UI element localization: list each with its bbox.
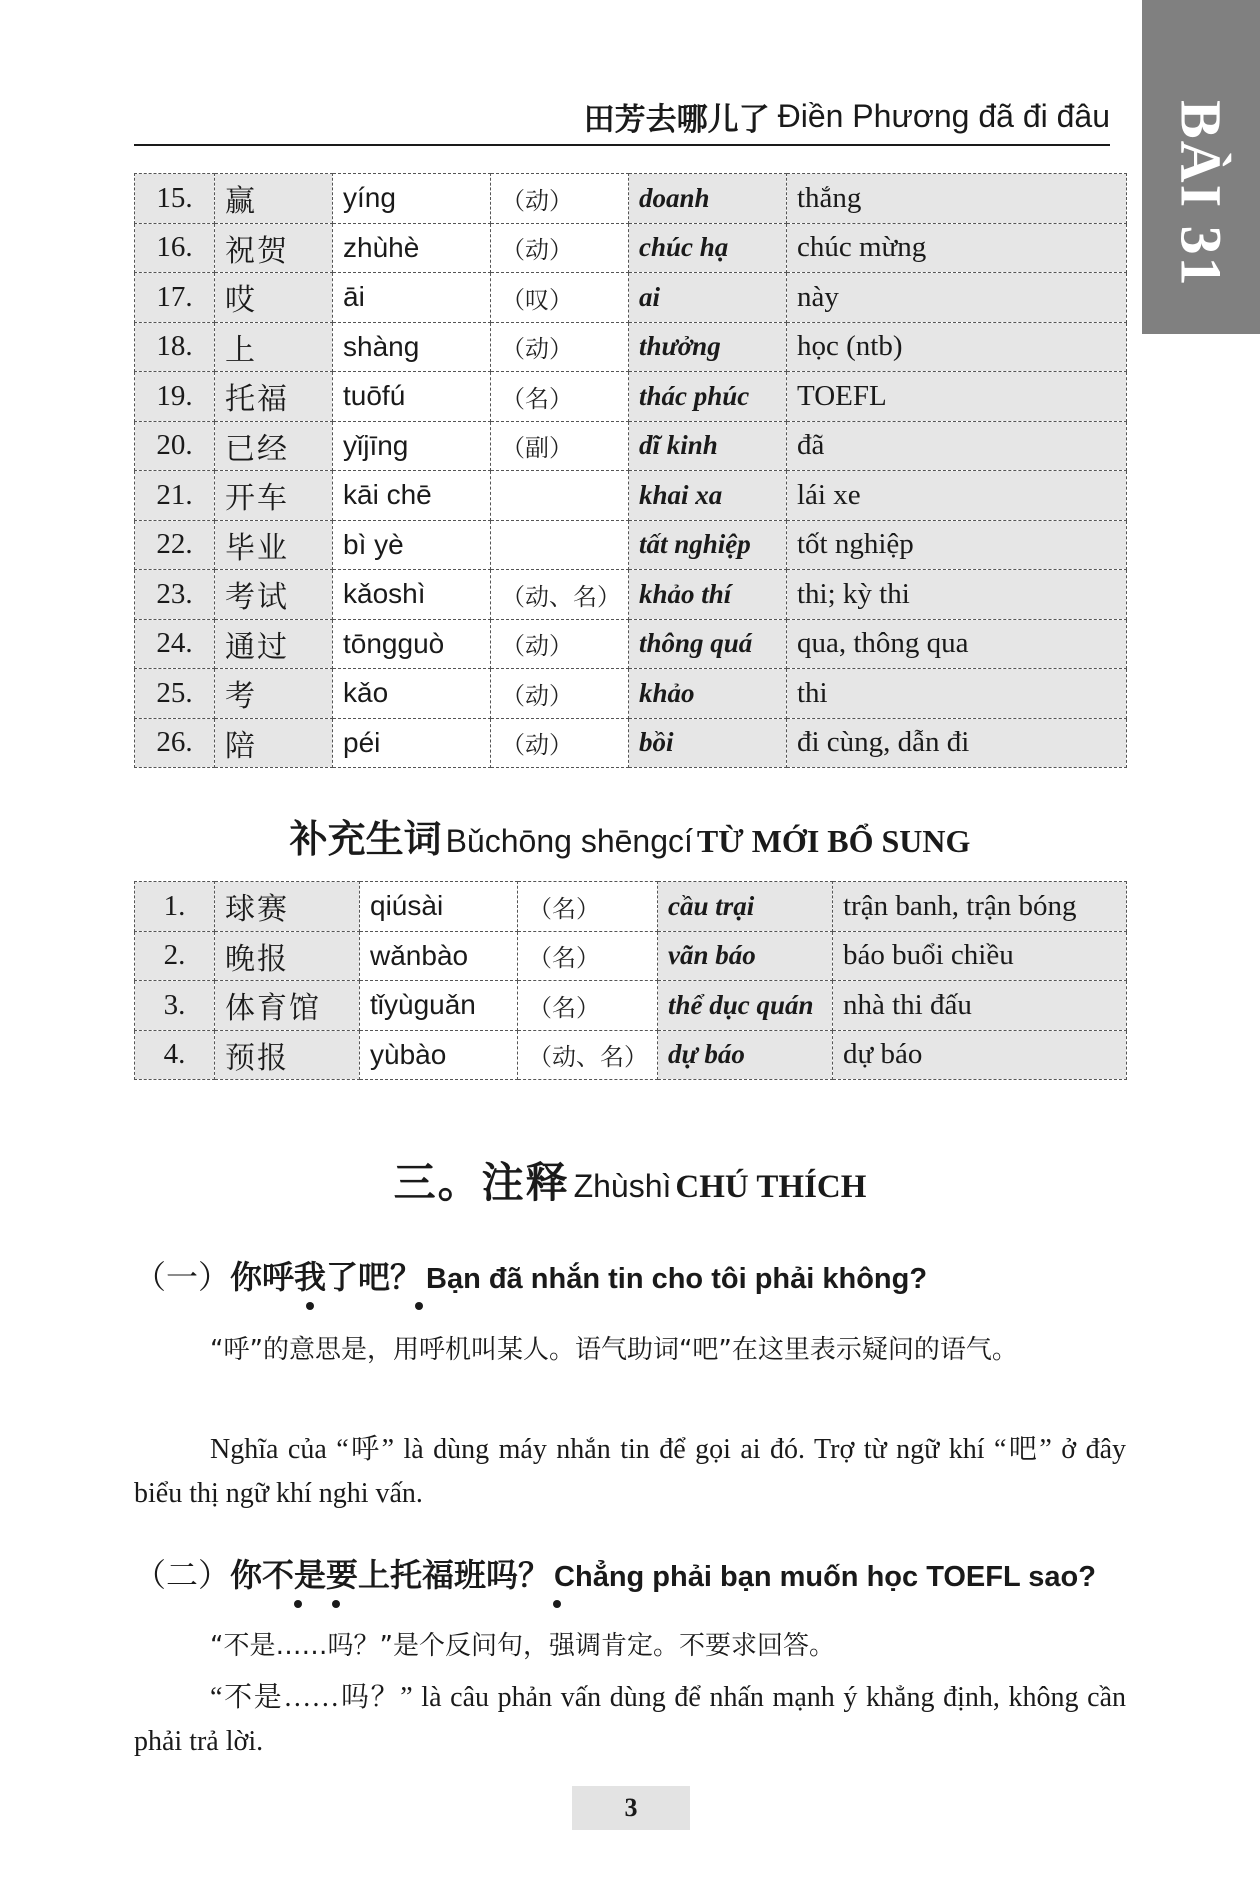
cell-pinyin: yǐjīng <box>333 421 491 471</box>
cell-hanzi: 已经 <box>215 421 333 471</box>
cell-num: 15. <box>135 174 215 224</box>
cell-hanzi: 晚报 <box>215 931 360 981</box>
cell-num: 20. <box>135 421 215 471</box>
cell-hanviet: thưởng <box>629 322 787 372</box>
cell-hanzi: 考试 <box>215 570 333 620</box>
note-paragraph-cn: “不是……吗？”是个反问句，强调肯定。不要求回答。 <box>210 1631 835 1661</box>
cell-hanviet: vãn báo <box>658 931 833 981</box>
cell-meaning: đi cùng, dẫn đi <box>787 718 1127 768</box>
cell-meaning: chúc mừng <box>787 223 1127 273</box>
note-heading <box>134 1252 1126 1298</box>
table-row <box>135 372 1127 422</box>
emphasis-dot <box>332 1600 340 1608</box>
cell-hanzi: 球赛 <box>215 882 360 932</box>
cell-num: 23. <box>135 570 215 620</box>
cell-pos: （名） <box>491 372 629 422</box>
emphasis-dot <box>306 1302 314 1310</box>
cell-pos: （副） <box>491 421 629 471</box>
cell-pos: （动） <box>491 174 629 224</box>
notes-title-cn: 三。注释 <box>393 1158 570 1207</box>
cell-meaning: nhà thi đấu <box>833 981 1127 1031</box>
cell-hanviet: bồi <box>629 718 787 768</box>
cell-hanzi: 体育馆 <box>215 981 360 1031</box>
cell-meaning: tốt nghiệp <box>787 520 1127 570</box>
cell-pos: （动） <box>491 718 629 768</box>
cell-pinyin: qiúsài <box>360 882 518 932</box>
table-row <box>135 981 1127 1031</box>
cell-num: 25. <box>135 669 215 719</box>
cell-meaning: thi <box>787 669 1127 719</box>
cell-pinyin: yùbào <box>360 1030 518 1080</box>
table-row <box>135 273 1127 323</box>
cell-num: 24. <box>135 619 215 669</box>
cell-hanzi: 上 <box>215 322 333 372</box>
cell-num: 17. <box>135 273 215 323</box>
cell-pos: （动、名） <box>518 1030 658 1080</box>
supplementary-title-pinyin: Bǔchōng shēngcí <box>445 823 693 859</box>
header-title-cn: 田芳去哪儿了 <box>583 101 770 138</box>
cell-num: 19. <box>135 372 215 422</box>
cell-pos: （动） <box>491 669 629 719</box>
cell-pos: （名） <box>518 981 658 1031</box>
cell-hanviet: doanh <box>629 174 787 224</box>
running-header <box>134 88 1110 146</box>
cell-num: 26. <box>135 718 215 768</box>
table-row <box>135 669 1127 719</box>
cell-hanzi: 陪 <box>215 718 333 768</box>
cell-pinyin: tǐyùguǎn <box>360 981 518 1031</box>
cell-meaning: thắng <box>787 174 1127 224</box>
cell-meaning: qua, thông qua <box>787 619 1127 669</box>
note-heading <box>134 1550 1126 1596</box>
table-row <box>135 931 1127 981</box>
supplementary-table <box>134 881 1127 1080</box>
table-row <box>135 718 1127 768</box>
cell-pos: （名） <box>518 931 658 981</box>
cell-pos: （动、名） <box>491 570 629 620</box>
cell-hanzi: 预报 <box>215 1030 360 1080</box>
cell-pos <box>491 471 629 521</box>
cell-pinyin: yíng <box>333 174 491 224</box>
note-paragraph-cn: “呼”的意思是，用呼机叫某人。语气助词“吧”在这里表示疑问的语气。 <box>210 1335 1018 1365</box>
cell-num: 2. <box>135 931 215 981</box>
cell-pinyin: kǎoshì <box>333 570 491 620</box>
supplementary-title <box>134 808 1126 864</box>
table-row <box>135 421 1127 471</box>
supplementary-title-cn: 补充生词 <box>289 817 442 861</box>
note-heading-cn: 你不是要上托福班吗？ <box>230 1556 551 1594</box>
note-paragraph-vn: “不是……吗？” là câu phản vấn dùng để nhấn mạnh ý khẳng định, không cần phải trả lời. <box>134 1682 1126 1757</box>
notes-section-title <box>134 1150 1126 1210</box>
cell-hanviet: chúc hạ <box>629 223 787 273</box>
cell-hanviet: khảo thí <box>629 570 787 620</box>
cell-hanzi: 赢 <box>215 174 333 224</box>
cell-hanzi: 通过 <box>215 619 333 669</box>
emphasis-dot <box>415 1302 423 1310</box>
table-row <box>135 520 1127 570</box>
cell-pinyin: wǎnbào <box>360 931 518 981</box>
lesson-label: BÀI 31 <box>1168 100 1234 288</box>
cell-pinyin: tuōfú <box>333 372 491 422</box>
cell-meaning: dự báo <box>833 1030 1127 1080</box>
cell-pos <box>491 520 629 570</box>
table-row <box>135 322 1127 372</box>
table-row <box>135 570 1127 620</box>
cell-meaning: TOEFL <box>787 372 1127 422</box>
cell-hanzi: 开车 <box>215 471 333 521</box>
page-number: 3 <box>572 1786 690 1830</box>
cell-num: 21. <box>135 471 215 521</box>
cell-hanviet: dự báo <box>658 1030 833 1080</box>
cell-meaning: trận banh, trận bóng <box>833 882 1127 932</box>
note-heading-vn: Chẳng phải bạn muốn học TOEFL sao? <box>554 1561 1096 1593</box>
cell-num: 18. <box>135 322 215 372</box>
cell-num: 16. <box>135 223 215 273</box>
table-row <box>135 882 1127 932</box>
supplementary-title-vn: TỪ MỚI BỔ SUNG <box>696 823 971 859</box>
cell-num: 3. <box>135 981 215 1031</box>
cell-meaning: học (ntb) <box>787 322 1127 372</box>
cell-pinyin: kāi chē <box>333 471 491 521</box>
cell-pinyin: bì yè <box>333 520 491 570</box>
cell-hanzi: 托福 <box>215 372 333 422</box>
cell-hanviet: tất nghiệp <box>629 520 787 570</box>
table-row <box>135 223 1127 273</box>
cell-num: 22. <box>135 520 215 570</box>
emphasis-dot <box>294 1600 302 1608</box>
header-title-vn: Điền Phương đã đi đâu <box>777 97 1110 134</box>
cell-meaning: thi; kỳ thi <box>787 570 1127 620</box>
table-row <box>135 1030 1127 1080</box>
cell-hanzi: 祝贺 <box>215 223 333 273</box>
cell-meaning: này <box>787 273 1127 323</box>
cell-hanviet: cầu trại <box>658 882 833 932</box>
note-number: （二） <box>134 1556 231 1594</box>
table-row <box>135 471 1127 521</box>
table-row <box>135 619 1127 669</box>
cell-hanzi: 毕业 <box>215 520 333 570</box>
note-number: （一） <box>134 1258 231 1296</box>
vocab-table <box>134 173 1127 768</box>
table-row <box>135 174 1127 224</box>
emphasis-dot <box>553 1600 561 1608</box>
cell-pos: （名） <box>518 882 658 932</box>
cell-pinyin: zhùhè <box>333 223 491 273</box>
notes-title-vn: CHÚ THÍCH <box>675 1169 867 1205</box>
cell-hanzi: 考 <box>215 669 333 719</box>
cell-hanviet: dĩ kinh <box>629 421 787 471</box>
cell-pinyin: kǎo <box>333 669 491 719</box>
cell-num: 1. <box>135 882 215 932</box>
cell-hanviet: khảo <box>629 669 787 719</box>
cell-meaning: lái xe <box>787 471 1127 521</box>
cell-num: 4. <box>135 1030 215 1080</box>
cell-pos: （动） <box>491 619 629 669</box>
cell-pinyin: shàng <box>333 322 491 372</box>
cell-pos: （动） <box>491 322 629 372</box>
notes-title-pinyin: Zhùshì <box>573 1168 672 1204</box>
cell-hanviet: thể dục quán <box>658 981 833 1031</box>
lesson-side-tab <box>1142 0 1260 334</box>
note-heading-cn: 你呼我了吧？ <box>230 1258 423 1296</box>
cell-hanviet: thác phúc <box>629 372 787 422</box>
cell-pos: （动） <box>491 223 629 273</box>
cell-hanviet: thông quá <box>629 619 787 669</box>
note-heading-vn: Bạn đã nhắn tin cho tôi phải không? <box>426 1263 928 1295</box>
cell-hanviet: ai <box>629 273 787 323</box>
cell-hanzi: 哎 <box>215 273 333 323</box>
cell-pinyin: āi <box>333 273 491 323</box>
cell-meaning: đã <box>787 421 1127 471</box>
cell-meaning: báo buổi chiều <box>833 931 1127 981</box>
cell-pinyin: péi <box>333 718 491 768</box>
note-paragraph-vn: Nghĩa của “呼” là dùng máy nhắn tin để gọi ai đó. Trợ từ ngữ khí “吧” ở đây biểu thị ngữ khí nghi vấn. <box>134 1434 1126 1509</box>
cell-hanviet: khai xa <box>629 471 787 521</box>
cell-pos: （叹） <box>491 273 629 323</box>
cell-pinyin: tōngguò <box>333 619 491 669</box>
